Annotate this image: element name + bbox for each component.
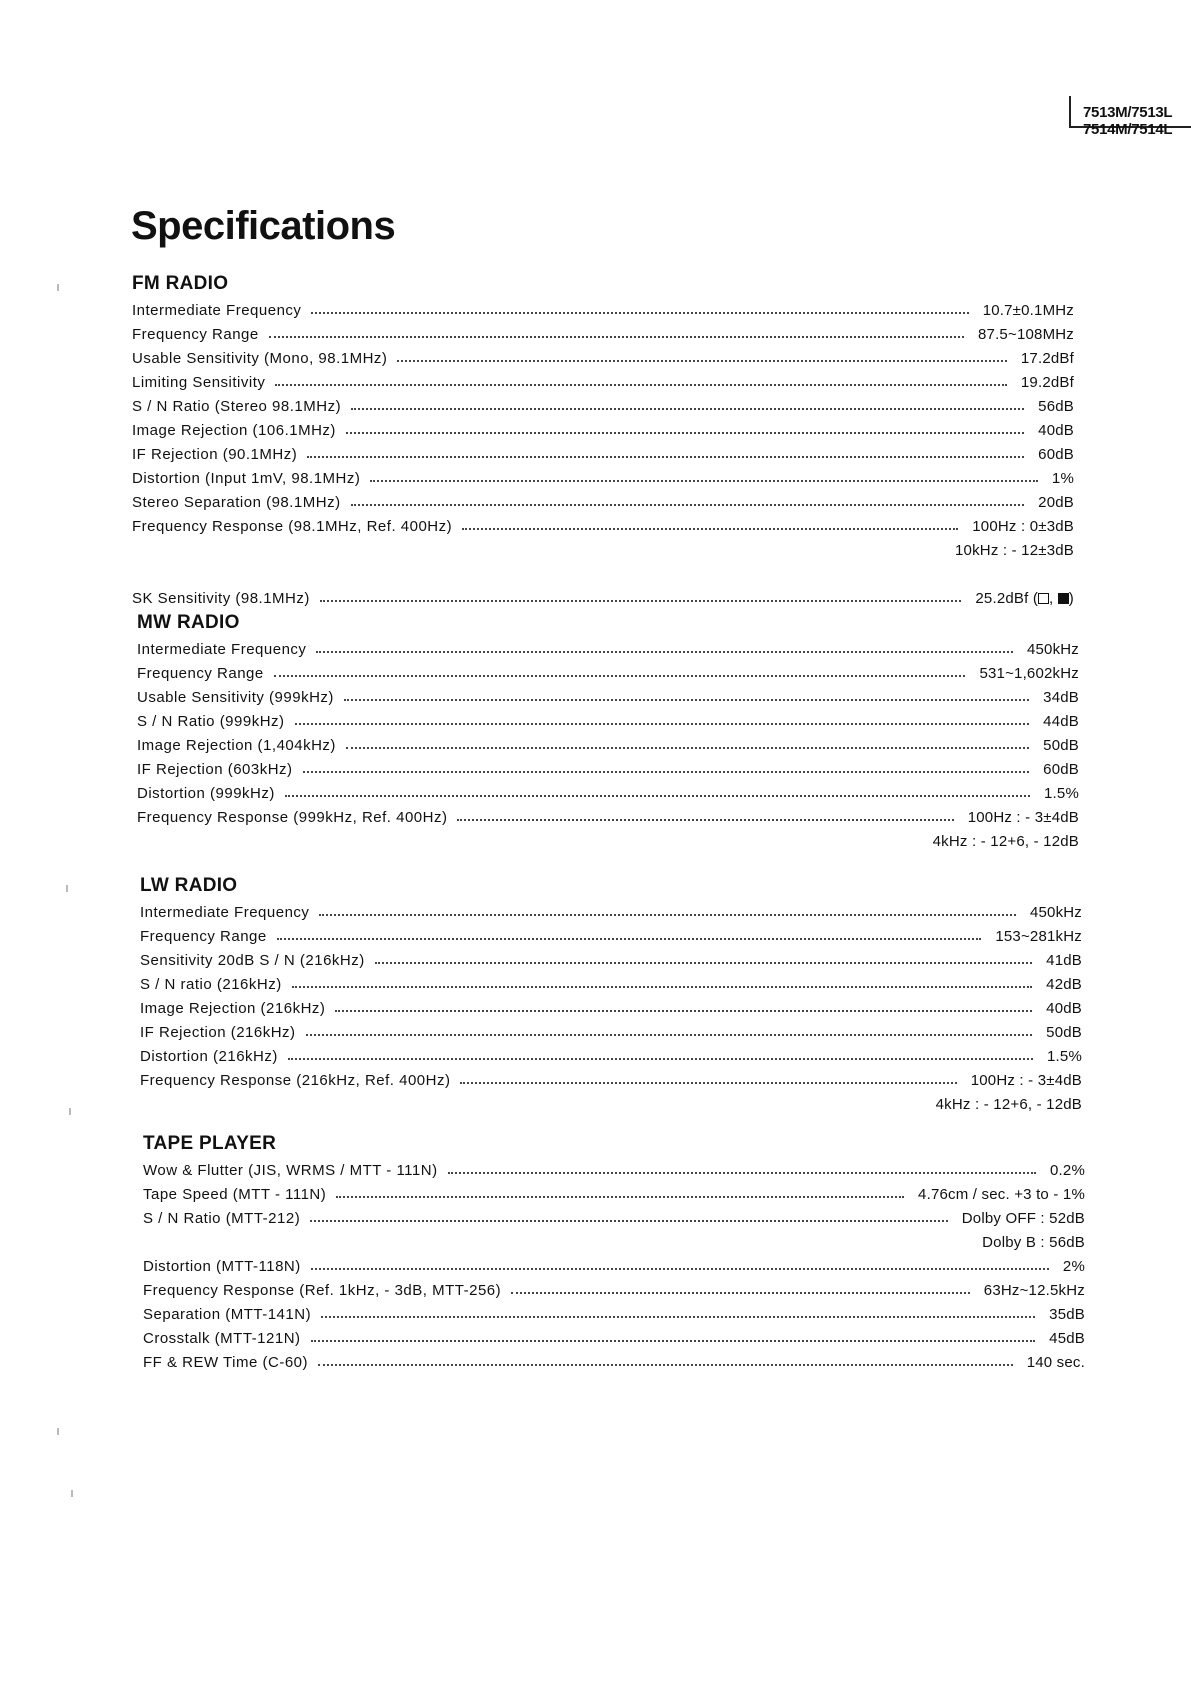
spec-label: Distortion (Input 1mV, 98.1MHz) bbox=[132, 470, 361, 487]
dot-leader bbox=[316, 650, 1013, 653]
dot-leader bbox=[295, 722, 1030, 725]
spec-row bbox=[140, 897, 1082, 921]
dot-leader bbox=[288, 1057, 1033, 1060]
spec-label: Sensitivity 20dB S / N (216kHz) bbox=[140, 952, 365, 969]
spec-value: 4.76cm / sec. +3 to - 1% bbox=[918, 1186, 1085, 1203]
spec-row bbox=[140, 969, 1082, 993]
spec-row bbox=[140, 993, 1082, 1017]
dot-leader bbox=[370, 479, 1038, 482]
spec-label: Intermediate Frequency bbox=[140, 904, 310, 921]
mw-radio-section bbox=[137, 612, 1079, 850]
tape-player-section bbox=[143, 1133, 1085, 1371]
spec-label: S / N ratio (216kHz) bbox=[140, 976, 282, 993]
spec-row bbox=[132, 511, 1074, 535]
spec-value: 40dB bbox=[1038, 422, 1074, 439]
dot-leader bbox=[346, 746, 1029, 749]
model-number-line-1: 7513M/7513L bbox=[1083, 104, 1173, 121]
spec-value: 50dB bbox=[1043, 737, 1079, 754]
fm-radio-section bbox=[132, 273, 1074, 607]
spec-row bbox=[132, 295, 1074, 319]
spec-label: Distortion (MTT-118N) bbox=[143, 1258, 301, 1275]
spec-label: Tape Speed (MTT - 111N) bbox=[143, 1186, 327, 1203]
spec-value: 63Hz~12.5kHz bbox=[983, 1282, 1085, 1299]
dot-leader bbox=[275, 383, 1007, 386]
spec-row bbox=[132, 439, 1074, 463]
spec-row bbox=[137, 682, 1079, 706]
spec-label: IF Rejection (90.1MHz) bbox=[132, 446, 298, 463]
dot-leader bbox=[318, 1363, 1013, 1366]
spec-value: 531~1,602kHz bbox=[979, 665, 1079, 682]
spec-value: 140 sec. bbox=[1026, 1354, 1085, 1371]
lw-radio-section bbox=[140, 875, 1082, 1113]
spec-row bbox=[137, 754, 1079, 778]
spec-value: 10.7±0.1MHz bbox=[982, 302, 1074, 319]
spec-label: Crosstalk (MTT-121N) bbox=[143, 1330, 301, 1347]
section-title: FM RADIO bbox=[132, 273, 229, 294]
spec-row bbox=[140, 1017, 1082, 1041]
scan-speck bbox=[69, 1108, 71, 1115]
spec-row bbox=[143, 1275, 1085, 1299]
spec-label: FF & REW Time (C-60) bbox=[143, 1354, 309, 1371]
spec-label: Image Rejection (216kHz) bbox=[140, 1000, 326, 1017]
dot-leader bbox=[448, 1171, 1036, 1174]
spec-value: 25.2dBf ( , ) bbox=[975, 590, 1074, 607]
section-title: LW RADIO bbox=[140, 875, 238, 896]
spec-value: 20dB bbox=[1038, 494, 1074, 511]
spec-label: S / N Ratio (Stereo 98.1MHz) bbox=[132, 398, 342, 415]
spec-label: Separation (MTT-141N) bbox=[143, 1306, 312, 1323]
model-number-box bbox=[1069, 96, 1191, 138]
dot-leader bbox=[375, 961, 1032, 964]
spec-value: 56dB bbox=[1038, 398, 1074, 415]
spec-row bbox=[137, 634, 1079, 658]
spec-label: Frequency Response (999kHz, Ref. 400Hz) bbox=[137, 809, 448, 826]
spec-value: 40dB bbox=[1046, 1000, 1082, 1017]
spec-value: 45dB bbox=[1049, 1330, 1085, 1347]
dot-leader bbox=[460, 1081, 956, 1084]
dot-leader bbox=[397, 359, 1006, 362]
spec-row bbox=[132, 463, 1074, 487]
spec-row bbox=[137, 658, 1079, 682]
spec-label: Frequency Range bbox=[140, 928, 267, 945]
spec-row bbox=[143, 1155, 1085, 1179]
spec-value: 50dB bbox=[1046, 1024, 1082, 1041]
section-title: MW RADIO bbox=[137, 612, 240, 633]
spec-label: Limiting Sensitivity bbox=[132, 374, 266, 391]
dot-leader bbox=[346, 431, 1024, 434]
dot-leader bbox=[311, 1339, 1036, 1342]
filled-square-icon bbox=[1058, 593, 1069, 604]
spec-value: 450kHz bbox=[1029, 904, 1082, 921]
spec-value: 87.5~108MHz bbox=[977, 326, 1074, 343]
spec-value: 4kHz : - 12+6, - 12dB bbox=[932, 833, 1079, 850]
spec-label: Frequency Response (Ref. 1kHz, - 3dB, MTT-256) bbox=[143, 1282, 502, 1299]
dot-leader bbox=[311, 311, 968, 314]
dot-leader bbox=[351, 503, 1025, 506]
dot-leader bbox=[303, 770, 1030, 773]
spec-value-continuation bbox=[132, 535, 1074, 559]
spec-label: S / N Ratio (999kHz) bbox=[137, 713, 285, 730]
dot-leader bbox=[319, 913, 1016, 916]
spec-row bbox=[132, 319, 1074, 343]
spec-row bbox=[132, 367, 1074, 391]
spec-row bbox=[143, 1179, 1085, 1203]
dot-leader bbox=[511, 1291, 970, 1294]
dot-leader bbox=[351, 407, 1024, 410]
spec-row bbox=[132, 583, 1074, 607]
spec-row bbox=[137, 706, 1079, 730]
dot-leader bbox=[335, 1009, 1032, 1012]
spec-row bbox=[137, 778, 1079, 802]
spec-value: 1.5% bbox=[1044, 785, 1079, 802]
spec-value: Dolby OFF : 52dB bbox=[961, 1210, 1085, 1227]
spec-label: Frequency Range bbox=[137, 665, 264, 682]
spec-label: IF Rejection (603kHz) bbox=[137, 761, 293, 778]
spec-row bbox=[137, 730, 1079, 754]
spec-value: 0.2% bbox=[1050, 1162, 1085, 1179]
spec-value-continuation bbox=[143, 1227, 1085, 1251]
spec-row bbox=[143, 1323, 1085, 1347]
spec-value: 1.5% bbox=[1047, 1048, 1082, 1065]
scan-speck bbox=[57, 1428, 59, 1435]
spec-label: Image Rejection (1,404kHz) bbox=[137, 737, 336, 754]
spec-value: 60dB bbox=[1038, 446, 1074, 463]
scan-speck bbox=[71, 1490, 73, 1497]
spec-row bbox=[143, 1347, 1085, 1371]
section-title: TAPE PLAYER bbox=[143, 1133, 277, 1154]
spec-label: SK Sensitivity (98.1MHz) bbox=[132, 590, 310, 607]
spec-value: 42dB bbox=[1046, 976, 1082, 993]
spec-label: Usable Sensitivity (Mono, 98.1MHz) bbox=[132, 350, 388, 367]
dot-leader bbox=[462, 527, 958, 530]
spec-label: Intermediate Frequency bbox=[137, 641, 307, 658]
spec-label: Image Rejection (106.1MHz) bbox=[132, 422, 336, 439]
spec-row bbox=[132, 343, 1074, 367]
dot-leader bbox=[285, 794, 1030, 797]
page-title: Specifications bbox=[131, 204, 396, 248]
open-square-icon bbox=[1038, 593, 1049, 604]
spec-row bbox=[143, 1299, 1085, 1323]
spec-row bbox=[140, 945, 1082, 969]
spec-value: 2% bbox=[1062, 1258, 1085, 1275]
spec-label: Usable Sensitivity (999kHz) bbox=[137, 689, 334, 706]
spec-value: 100Hz : - 3±4dB bbox=[967, 809, 1079, 826]
spec-row bbox=[132, 487, 1074, 511]
model-number-line-2: 7514M/7514L bbox=[1083, 121, 1173, 138]
spec-label: Stereo Separation (98.1MHz) bbox=[132, 494, 341, 511]
spec-label: S / N Ratio (MTT-212) bbox=[143, 1210, 301, 1227]
dot-leader bbox=[310, 1219, 948, 1222]
spec-label: Frequency Response (98.1MHz, Ref. 400Hz) bbox=[132, 518, 453, 535]
spec-label: Wow & Flutter (JIS, WRMS / MTT - 111N) bbox=[143, 1162, 438, 1179]
dot-leader bbox=[311, 1267, 1049, 1270]
spec-row bbox=[140, 921, 1082, 945]
dot-leader bbox=[277, 937, 982, 940]
spec-value-continuation bbox=[140, 1089, 1082, 1113]
spec-value: 41dB bbox=[1046, 952, 1082, 969]
spec-value: 44dB bbox=[1043, 713, 1079, 730]
dot-leader bbox=[274, 674, 966, 677]
spec-value: 100Hz : - 3±4dB bbox=[970, 1072, 1082, 1089]
spec-value: 35dB bbox=[1049, 1306, 1085, 1323]
spec-value: Dolby B : 56dB bbox=[982, 1234, 1085, 1251]
dot-leader bbox=[292, 985, 1032, 988]
dot-leader bbox=[269, 335, 964, 338]
spec-label: Frequency Range bbox=[132, 326, 259, 343]
spec-value: 450kHz bbox=[1026, 641, 1079, 658]
dot-leader bbox=[307, 455, 1024, 458]
spec-value: 153~281kHz bbox=[995, 928, 1082, 945]
dot-leader bbox=[320, 599, 961, 602]
spec-value: 100Hz : 0±3dB bbox=[972, 518, 1074, 535]
spec-label: IF Rejection (216kHz) bbox=[140, 1024, 296, 1041]
spec-row bbox=[140, 1065, 1082, 1089]
spec-label: Frequency Response (216kHz, Ref. 400Hz) bbox=[140, 1072, 451, 1089]
spec-row bbox=[137, 802, 1079, 826]
dot-leader bbox=[336, 1195, 904, 1198]
spec-label: Distortion (999kHz) bbox=[137, 785, 275, 802]
scan-speck bbox=[57, 284, 59, 291]
spec-value: 10kHz : - 12±3dB bbox=[955, 542, 1074, 559]
spec-row bbox=[132, 415, 1074, 439]
spec-row bbox=[143, 1203, 1085, 1227]
spec-value: 17.2dBf bbox=[1020, 350, 1074, 367]
dot-leader bbox=[321, 1315, 1035, 1318]
dot-leader bbox=[306, 1033, 1033, 1036]
spec-label: Intermediate Frequency bbox=[132, 302, 302, 319]
spec-row bbox=[140, 1041, 1082, 1065]
spec-value: 60dB bbox=[1043, 761, 1079, 778]
spec-value: 4kHz : - 12+6, - 12dB bbox=[935, 1096, 1082, 1113]
dot-leader bbox=[344, 698, 1029, 701]
spec-row bbox=[132, 391, 1074, 415]
spec-value: 19.2dBf bbox=[1020, 374, 1074, 391]
spec-label: Distortion (216kHz) bbox=[140, 1048, 278, 1065]
spec-value: 1% bbox=[1051, 470, 1074, 487]
dot-leader bbox=[457, 818, 953, 821]
spec-row bbox=[143, 1251, 1085, 1275]
spec-value: 34dB bbox=[1043, 689, 1079, 706]
scan-speck bbox=[66, 885, 68, 892]
spec-value-continuation bbox=[137, 826, 1079, 850]
